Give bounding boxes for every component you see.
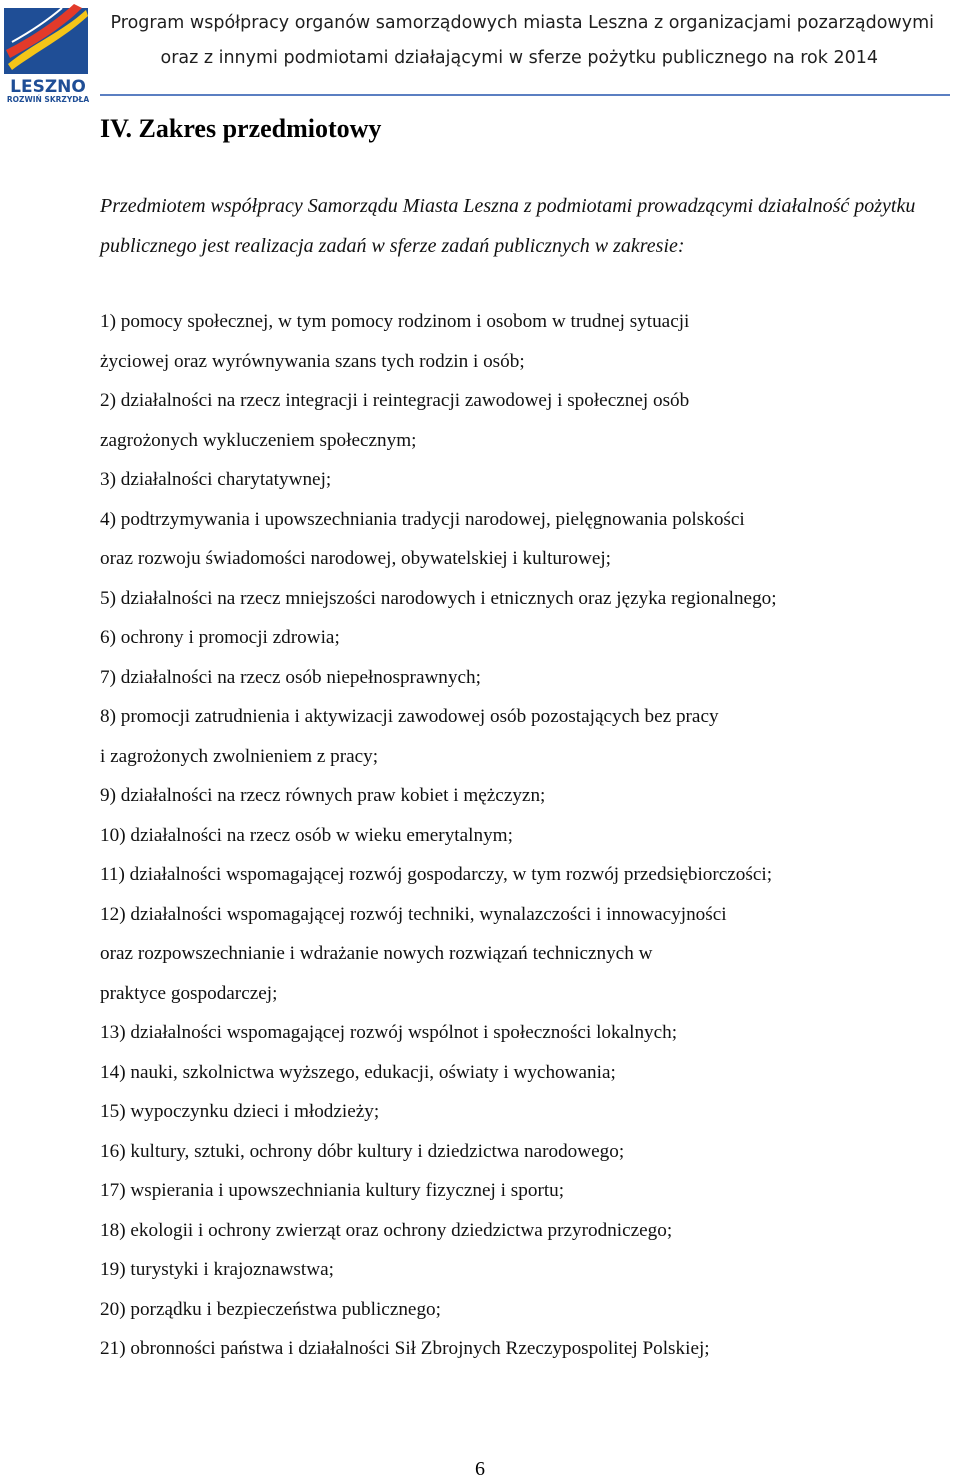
section-intro: Przedmiotem współpracy Samorządu Miasta Leszna z podmiotami prowadzącymi działalność pożytku publicznego jest realizacja zadań w sferze zadań publicznych w zakresie: xyxy=(100,195,916,257)
section-title: IV. Zakres przedmiotowy xyxy=(100,114,382,143)
header-program-title: Program współpracy organów samorządowych miasta Leszna z organizacjami pozarządowymi xyxy=(110,13,934,33)
list-item: 20) porządku i bezpieczeństwa publicznego; xyxy=(100,1298,441,1320)
logo-wordmark: LESZNO xyxy=(10,77,86,97)
list-item: 12) działalności wspomagającej rozwój techniki, wynalazczości i innowacyjności oraz rozpowszechnianie i wdrażanie nowych rozwiązań technicznych w praktyce gospodarczej; xyxy=(100,903,727,1004)
list-item: 11) działalności wspomagającej rozwój gospodarczy, w tym rozwój przedsiębiorczości; xyxy=(100,864,773,885)
list-item: 19) turystyki i krajoznawstwa; xyxy=(100,1259,334,1280)
list-item: 8) promocji zatrudnienia i aktywizacji zawodowej osób pozostających bez pracy i zagrożonych zwolnieniem z pracy; xyxy=(100,706,719,767)
list-item: 1) pomocy społecznej, w tym pomocy rodzinom i osobom w trudnej sytuacji życiowej oraz wyrównywania szans tych rodzin i osób; xyxy=(100,311,690,372)
list-item: 4) podtrzymywania i upowszechniania tradycji narodowej, pielęgnowania polskości oraz rozwoju świadomości narodowej, obywatelskiej i kulturowej; xyxy=(100,508,745,569)
list-item: 10) działalności na rzecz osób w wieku emerytalnym; xyxy=(100,824,513,846)
list-item: 9) działalności na rzecz równych praw kobiet i mężczyzn; xyxy=(100,785,546,806)
page-number: 6 xyxy=(475,1458,485,1480)
list-item: 6) ochrony i promocji zdrowia; xyxy=(100,627,340,648)
list-item: 2) działalności na rzecz integracji i reintegracji zawodowej i społecznej osób zagrożonych wykluczeniem społecznym; xyxy=(100,390,690,451)
list-item: 3) działalności charytatywnej; xyxy=(100,469,332,490)
logo-tagline: ROZWIŃ SKRZYDŁA xyxy=(6,95,90,104)
header-program-subtitle: oraz z innymi podmiotami działającymi w sferze pożytku publicznego na rok 2014 xyxy=(160,48,878,68)
leszno-logo xyxy=(2,2,94,104)
leszno-logo-graphic xyxy=(2,2,94,104)
list-item: 13) działalności wspomagającej rozwój wspólnot i społeczności lokalnych; xyxy=(100,1022,678,1043)
scope-list xyxy=(100,302,950,1369)
header-rule xyxy=(100,94,950,96)
list-item: 17) wspierania i upowszechniania kultury fizycznej i sportu; xyxy=(100,1180,565,1201)
page-header xyxy=(0,0,960,105)
list-item: 16) kultury, sztuki, ochrony dóbr kultury i dziedzictwa narodowego; xyxy=(100,1140,625,1162)
list-item: 18) ekologii i ochrony zwierząt oraz ochrony dziedzictwa przyrodniczego; xyxy=(100,1219,673,1241)
list-item: 15) wypoczynku dzieci i młodzieży; xyxy=(100,1101,380,1122)
list-item: 5) działalności na rzecz mniejszości narodowych i etnicznych oraz języka regionalnego; xyxy=(100,587,777,609)
list-item: 14) nauki, szkolnictwa wyższego, edukacji, oświaty i wychowania; xyxy=(100,1061,616,1083)
list-item: 21) obronności państwa i działalności Sił Zbrojnych Rzeczypospolitej Polskiej; xyxy=(100,1338,710,1359)
list-item: 7) działalności na rzecz osób niepełnosprawnych; xyxy=(100,666,481,688)
